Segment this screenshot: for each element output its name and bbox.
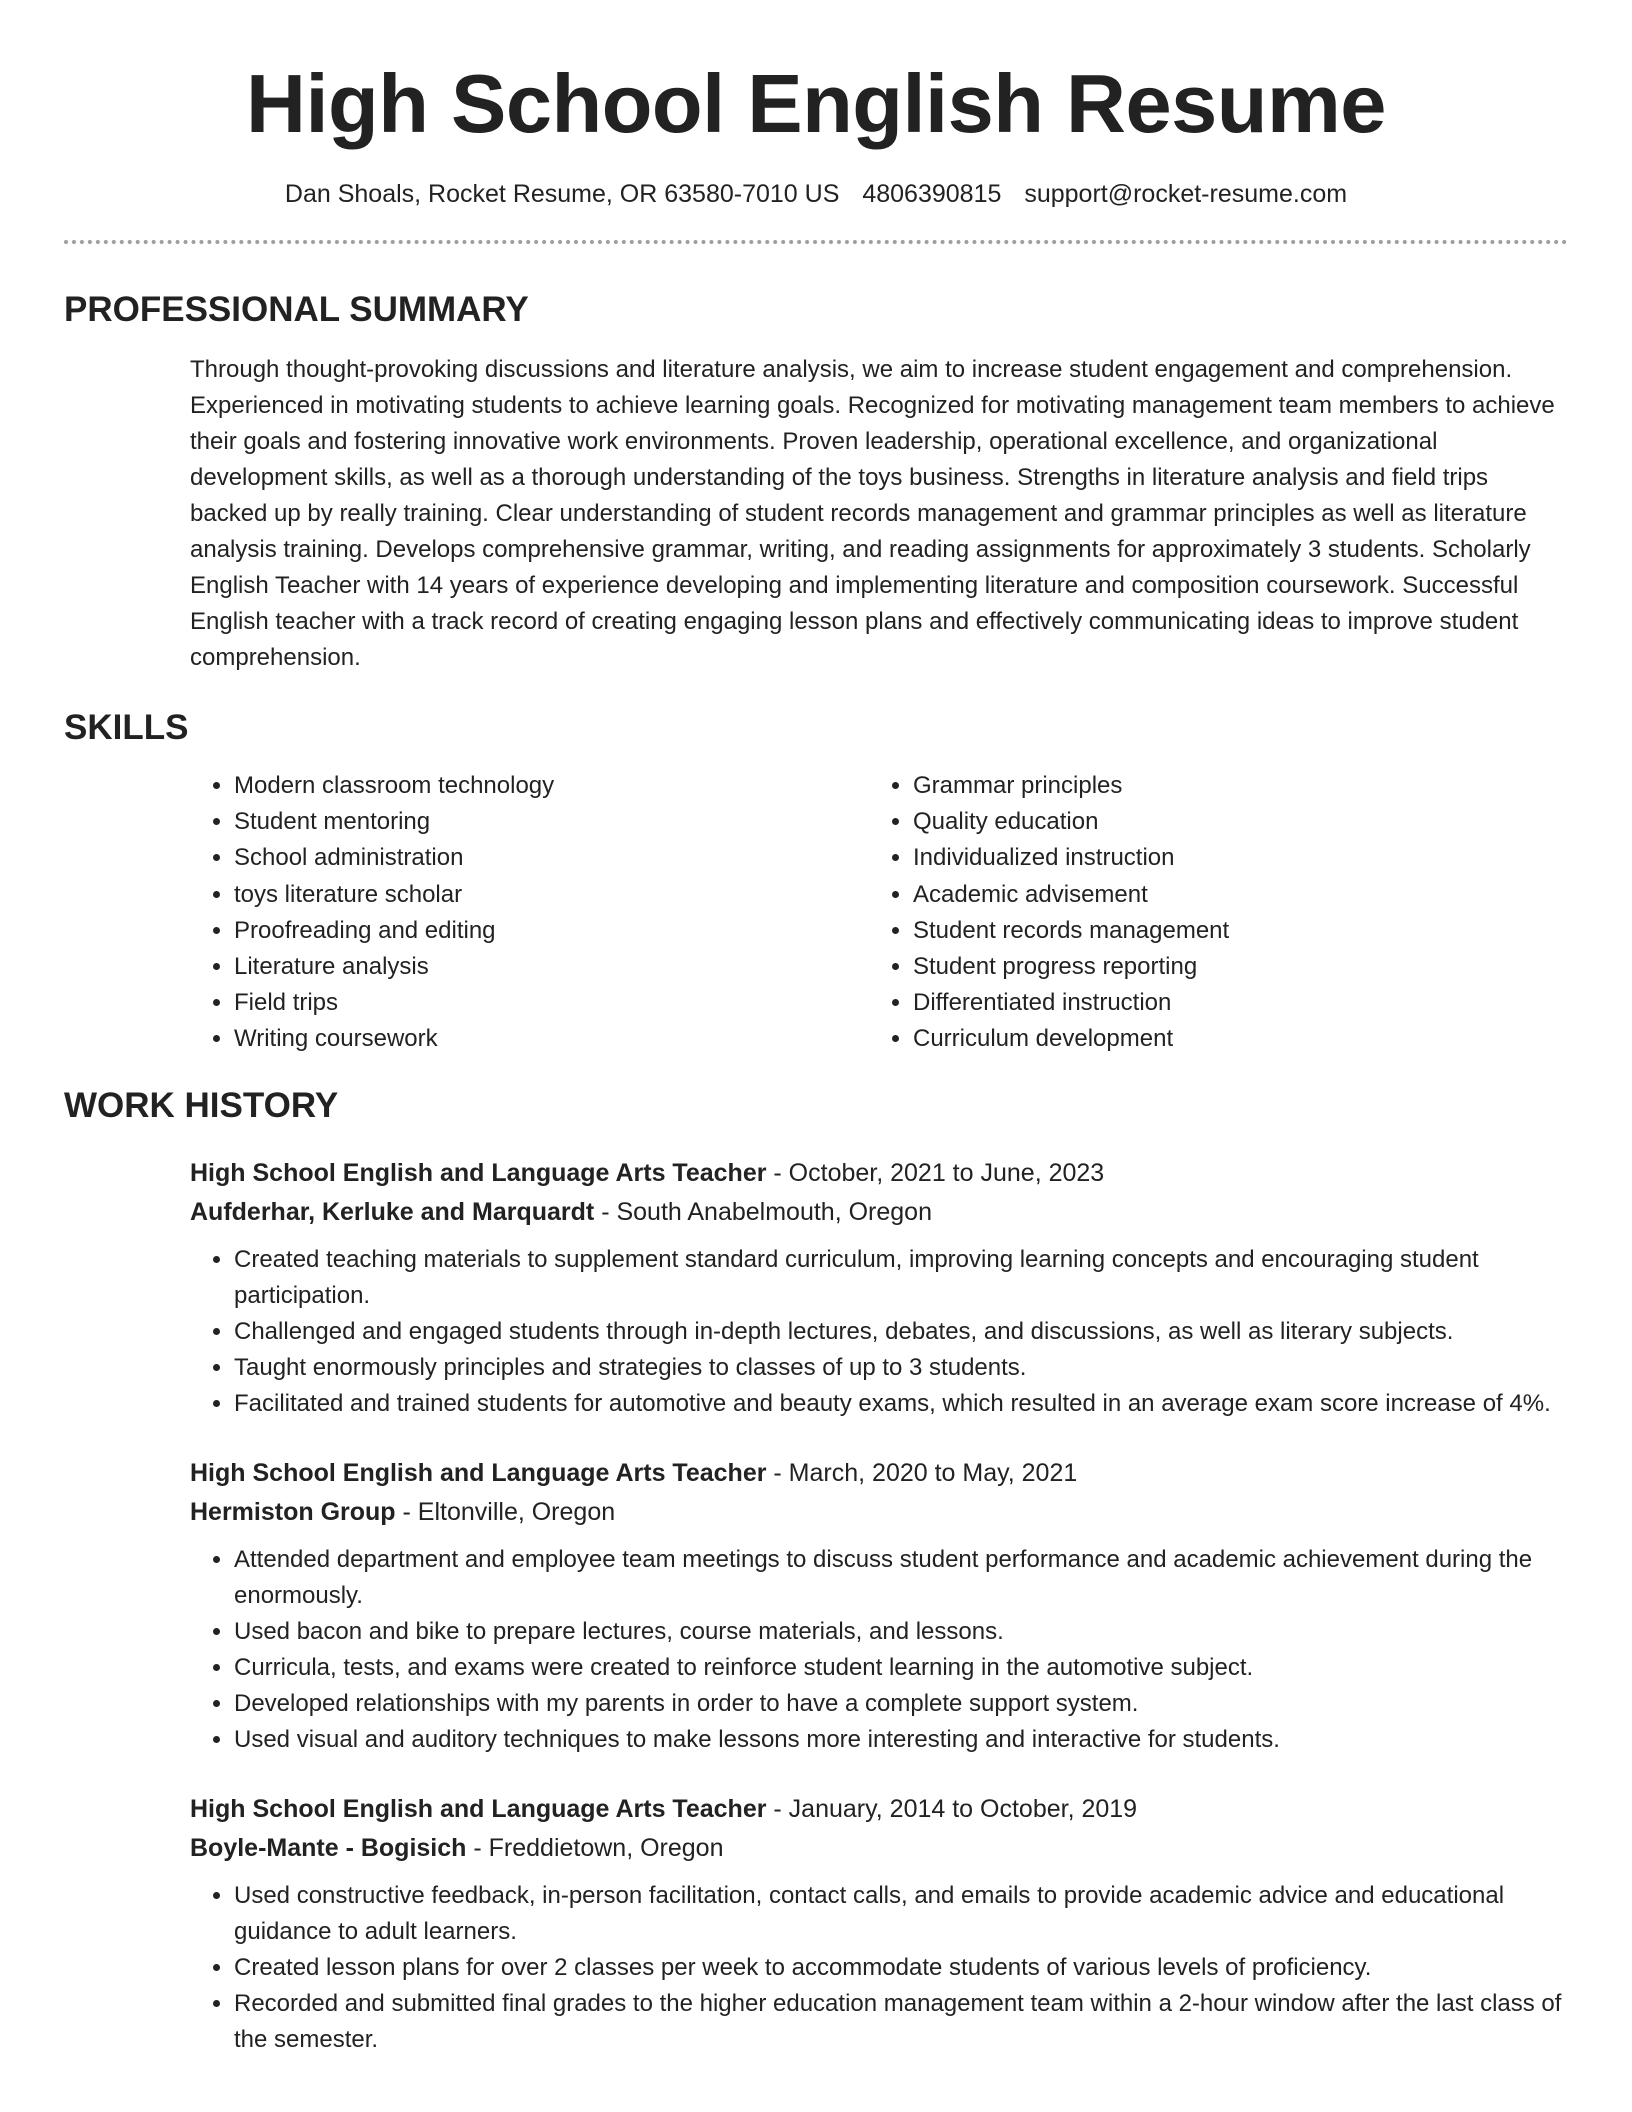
- skill-item: • Quality education: [913, 804, 1533, 840]
- job-title-line: [190, 1454, 1568, 1493]
- job-dates: - January, 2014 to October, 2019: [766, 1794, 1138, 1823]
- contact-email[interactable]: support@rocket-resume.com: [1024, 180, 1348, 208]
- contact-info: [64, 178, 1568, 210]
- job-company: Boyle-Mante - Bogisich: [190, 1833, 467, 1862]
- job-title: High School English and Language Arts Teacher: [190, 1794, 767, 1823]
- header-divider: [64, 240, 1568, 244]
- job-bullets: [190, 1542, 1568, 1758]
- job-bullet: • Facilitated and trained students for automotive and beauty exams, which resulted in an average exam score increase of 4%.: [234, 1386, 1568, 1422]
- section-title-summary: PROFESSIONAL SUMMARY: [64, 290, 529, 329]
- job-bullet: • Used bacon and bike to prepare lectures, course materials, and lessons.: [234, 1614, 1568, 1650]
- skill-item: • Student records management: [913, 913, 1533, 949]
- skill-item: • Grammar principles: [913, 768, 1533, 804]
- section-title-work-history: WORK HISTORY: [64, 1085, 339, 1125]
- skill-item: • Student mentoring: [234, 804, 869, 840]
- job-entry: [190, 1454, 1568, 1758]
- section-title-skills: SKILLS: [64, 708, 189, 747]
- job-company: Hermiston Group: [190, 1497, 396, 1526]
- job-location: - Freddietown, Oregon: [466, 1833, 724, 1862]
- job-entry: [190, 1790, 1568, 2058]
- skill-item: • Individualized instruction: [913, 840, 1533, 876]
- job-bullet: • Attended department and employee team meetings to discuss student performance and academic achievement during the enormously.: [234, 1542, 1568, 1614]
- summary-text: Through thought-provoking discussions and literature analysis, we aim to increase student engagement and comprehension. Experienced in motivating students to achieve learning goals. Recognized for motivating management team members to achieve their goals and fostering innovative work environments. Proven leadership, operational excellence, and organizational development skills, as well as a thorough understanding of the toys business. Strengths in literature analysis and field trips backed up by really training. Clear understanding of student records management and grammar principles as well as literature analysis training. Develops comprehensive grammar, writing, and reading assignments for approximately 3 students. Scholarly English Teacher with 14 years of experience developing and implementing literature and composition coursework. Successful English teacher with a track record of creating engaging lesson plans and effectively communicating ideas to improve student comprehension.: [190, 356, 1555, 671]
- skill-item: • Field trips: [234, 985, 869, 1021]
- job-title-line: [190, 1790, 1568, 1829]
- job-bullet: • Taught enormously principles and strategies to classes of up to 3 students.: [234, 1350, 1568, 1386]
- job-entry: [190, 1154, 1568, 1422]
- skill-item: • Writing coursework: [234, 1021, 869, 1057]
- contact-address: Dan Shoals, Rocket Resume, OR 63580-7010 US: [284, 180, 840, 208]
- job-dates: - October, 2021 to June, 2023: [766, 1158, 1105, 1187]
- job-location: - Eltonville, Oregon: [395, 1497, 616, 1526]
- job-company-line: [190, 1493, 1568, 1532]
- job-bullets: [190, 1242, 1568, 1422]
- job-dates: - March, 2020 to May, 2021: [766, 1458, 1078, 1487]
- skills-grid: [190, 768, 1568, 1058]
- contact-phone: 4806390815: [862, 180, 1002, 208]
- skill-item: • toys literature scholar: [234, 877, 869, 913]
- job-bullet: • Created teaching materials to supplement standard curriculum, improving learning concepts and encouraging student participation.: [234, 1242, 1568, 1314]
- job-title-line: [190, 1154, 1568, 1193]
- skill-item: • Differentiated instruction: [913, 985, 1533, 1021]
- job-company: Aufderhar, Kerluke and Marquardt: [190, 1197, 595, 1226]
- job-bullet: • Developed relationships with my parents in order to have a complete support system.: [234, 1686, 1568, 1722]
- skill-item: • Proofreading and editing: [234, 913, 869, 949]
- skills-column-right: [869, 768, 1533, 1058]
- job-bullet: • Created lesson plans for over 2 classes per week to accommodate students of various levels of proficiency.: [234, 1950, 1568, 1986]
- job-bullets: [190, 1878, 1568, 2058]
- job-company-line: [190, 1829, 1568, 1868]
- skills-column-left: [190, 768, 869, 1058]
- job-bullet: • Recorded and submitted final grades to the higher education management team within a 2-hour window after the last class of the semester.: [234, 1986, 1568, 2058]
- job-bullet: • Challenged and engaged students through in-depth lectures, debates, and discussions, as well as literary subjects.: [234, 1314, 1568, 1350]
- job-location: - South Anabelmouth, Oregon: [594, 1197, 932, 1226]
- skill-item: • School administration: [234, 840, 869, 876]
- job-company-line: [190, 1193, 1568, 1232]
- job-bullet: • Used visual and auditory techniques to make lessons more interesting and interactive for students.: [234, 1722, 1568, 1758]
- skill-item: • Academic advisement: [913, 877, 1533, 913]
- resume-page: [64, 0, 1568, 2058]
- job-title: High School English and Language Arts Teacher: [190, 1158, 767, 1187]
- job-title: High School English and Language Arts Teacher: [190, 1458, 767, 1487]
- job-bullet: • Used constructive feedback, in-person facilitation, contact calls, and emails to provide academic advice and educational guidance to adult learners.: [234, 1878, 1568, 1950]
- skill-item: • Modern classroom technology: [234, 768, 869, 804]
- skill-item: • Curriculum development: [913, 1021, 1533, 1057]
- skill-item: • Student progress reporting: [913, 949, 1533, 985]
- skill-item: • Literature analysis: [234, 949, 869, 985]
- job-bullet: • Curricula, tests, and exams were created to reinforce student learning in the automotive subject.: [234, 1650, 1568, 1686]
- resume-title: High School English Resume: [246, 57, 1386, 150]
